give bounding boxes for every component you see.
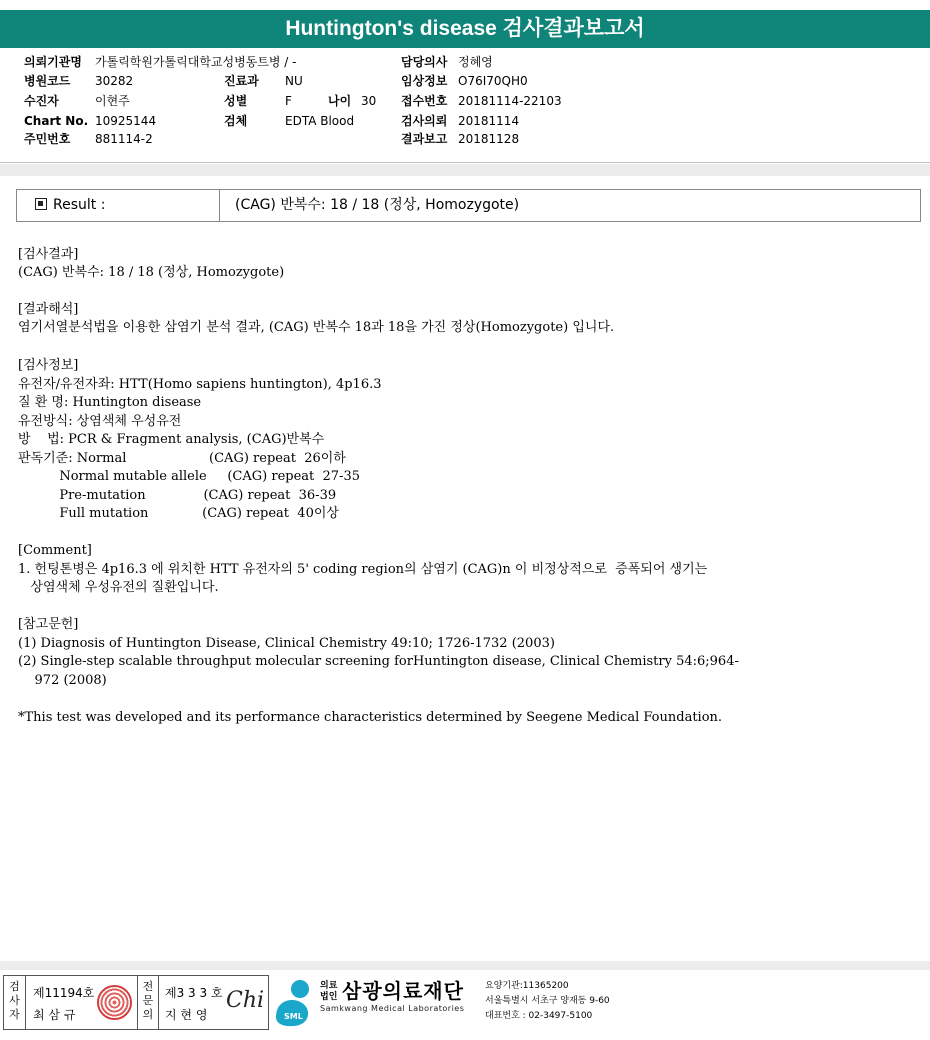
report-title: Huntington's disease 검사결과보고서 bbox=[0, 10, 930, 48]
specialist-name: 지 현 영 bbox=[165, 1008, 208, 1022]
department-value: NU bbox=[285, 74, 303, 88]
doctor-label: 담당의사 bbox=[401, 55, 448, 69]
info-row bbox=[0, 92, 930, 111]
sml-logo-icon bbox=[272, 977, 318, 1027]
specialist-label: 전문의 bbox=[142, 980, 154, 1021]
tester-number: 제11194호 bbox=[33, 986, 95, 1000]
department-label: 진료과 bbox=[224, 74, 259, 88]
receipt-label: 접수번호 bbox=[401, 94, 448, 108]
info-row bbox=[0, 53, 930, 72]
section-heading-comment: [Comment] bbox=[18, 543, 92, 558]
chart-label: Chart No. bbox=[24, 114, 89, 128]
report-line: (2) Single-step scalable throughput molecular screening forHuntington disease, Clinical Chemistry 54:6;964- bbox=[18, 654, 739, 669]
sml-logo-text: SML bbox=[284, 1012, 303, 1021]
patient-info-panel bbox=[0, 48, 930, 163]
hospital-code-label: 병원코드 bbox=[24, 74, 71, 88]
org-address: 서울특별시 서초구 양재동 9-60 bbox=[485, 996, 610, 1006]
tester-label-cell bbox=[4, 976, 26, 1029]
org-name: 삼광의료재단 bbox=[342, 979, 464, 1003]
footer-divider bbox=[0, 961, 930, 970]
info-row bbox=[0, 112, 930, 131]
report-line: 1. 헌팅톤병은 4p16.3 에 위치한 HTT 유전자의 5' coding region의 삼염기 (CAG)n 이 비정상적으로 증폭되어 생기는 bbox=[18, 562, 708, 577]
report-line: (CAG) 반복수: 18 / 18 (정상, Homozygote) bbox=[18, 265, 285, 280]
info-row bbox=[0, 130, 930, 149]
seal-icon bbox=[97, 985, 132, 1020]
report-line: 상염색체 우성유전의 질환입니다. bbox=[18, 580, 219, 595]
request-value: 20181114 bbox=[458, 114, 520, 128]
request-label: 검사의뢰 bbox=[401, 114, 448, 128]
section-heading-result: [검사결과] bbox=[18, 247, 79, 262]
result-label-cell bbox=[17, 190, 220, 221]
disclaimer: *This test was developed and its performance characteristics determined by Seegene Medical Foundation. bbox=[18, 710, 723, 725]
tester-name: 최 삼 규 bbox=[33, 1008, 76, 1022]
report-line: 판독기준: Normal (CAG) repeat 26이하 bbox=[18, 451, 346, 466]
institution-label: 의뢰기관명 bbox=[24, 55, 82, 69]
clinical-info-label: 임상정보 bbox=[401, 74, 448, 88]
org-name-en: Samkwang Medical Laboratories bbox=[320, 1004, 465, 1013]
section-divider bbox=[0, 164, 930, 176]
report-date-value: 20181128 bbox=[458, 132, 520, 146]
age-label: 나이 bbox=[328, 94, 352, 108]
report-line: 유전자/유전자좌: HTT(Homo sapiens huntington), 4p16.3 bbox=[18, 377, 382, 392]
patient-value: 이현주 bbox=[95, 94, 130, 108]
chart-value: 10925144 bbox=[95, 114, 157, 128]
org-contact bbox=[485, 979, 610, 1024]
report-line: 유전방식: 상염색체 우성유전 bbox=[18, 414, 182, 429]
report-line: 방 법: PCR & Fragment analysis, (CAG)반복수 bbox=[18, 432, 325, 447]
report-line: Full mutation (CAG) repeat 40이상 bbox=[18, 506, 339, 521]
tester-label: 검사자 bbox=[9, 980, 20, 1021]
specimen-value: EDTA Blood bbox=[285, 114, 355, 128]
specimen-label: 검체 bbox=[224, 114, 248, 128]
result-value: (CAG) 반복수: 18 / 18 (정상, Homozygote) bbox=[235, 197, 520, 213]
info-row bbox=[0, 72, 930, 91]
doctor-value: 정혜영 bbox=[458, 55, 493, 69]
org-phone: 대표번호 : 02-3497-5100 bbox=[485, 1011, 593, 1021]
report-line: Pre-mutation (CAG) repeat 36-39 bbox=[18, 488, 337, 503]
specialist-number: 제3 3 3 호 bbox=[165, 986, 223, 1000]
section-heading-interpretation: [결과해석] bbox=[18, 302, 79, 317]
hospital-code-value: 30282 bbox=[95, 74, 134, 88]
signature-box bbox=[3, 975, 269, 1030]
result-summary-box bbox=[16, 189, 921, 222]
report-date-label: 결과보고 bbox=[401, 132, 448, 146]
receipt-value: 20181114-22103 bbox=[458, 94, 562, 108]
section-heading-test-info: [검사정보] bbox=[18, 358, 79, 373]
report-line: Normal mutable allele (CAG) repeat 27-35 bbox=[18, 469, 360, 484]
resident-label: 주민번호 bbox=[24, 132, 71, 146]
report-line: (1) Diagnosis of Huntington Disease, Clinical Chemistry 49:10; 1726-1732 (2003) bbox=[18, 636, 555, 651]
sex-value: F bbox=[285, 94, 292, 108]
age-value: 30 bbox=[361, 94, 377, 108]
section-heading-references: [참고문헌] bbox=[18, 617, 79, 632]
report-line: 972 (2008) bbox=[18, 673, 107, 688]
result-label: Result : bbox=[53, 197, 106, 213]
square-bullet-icon bbox=[35, 198, 47, 210]
institution-value: 가톨릭학원가톨릭대학교성병동트병 / - bbox=[95, 55, 297, 69]
org-legal: 의료법인 bbox=[320, 981, 338, 1002]
report-line: 염기서열분석법을 이용한 삼염기 분석 결과, (CAG) 반복수 18과 18을 가진 정상(Homozygote) 입니다. bbox=[18, 320, 615, 335]
sex-label: 성별 bbox=[224, 94, 248, 108]
patient-label: 수진자 bbox=[24, 94, 59, 108]
report-line: 질 환 명: Huntington disease bbox=[18, 395, 202, 410]
clinical-info-value: O76I70QH0 bbox=[458, 74, 528, 88]
specialist-label-cell bbox=[137, 976, 159, 1029]
org-code: 요양기관:11365200 bbox=[485, 981, 569, 991]
signature-mark: Chi bbox=[226, 988, 265, 1013]
resident-value: 881114-2 bbox=[95, 132, 153, 146]
